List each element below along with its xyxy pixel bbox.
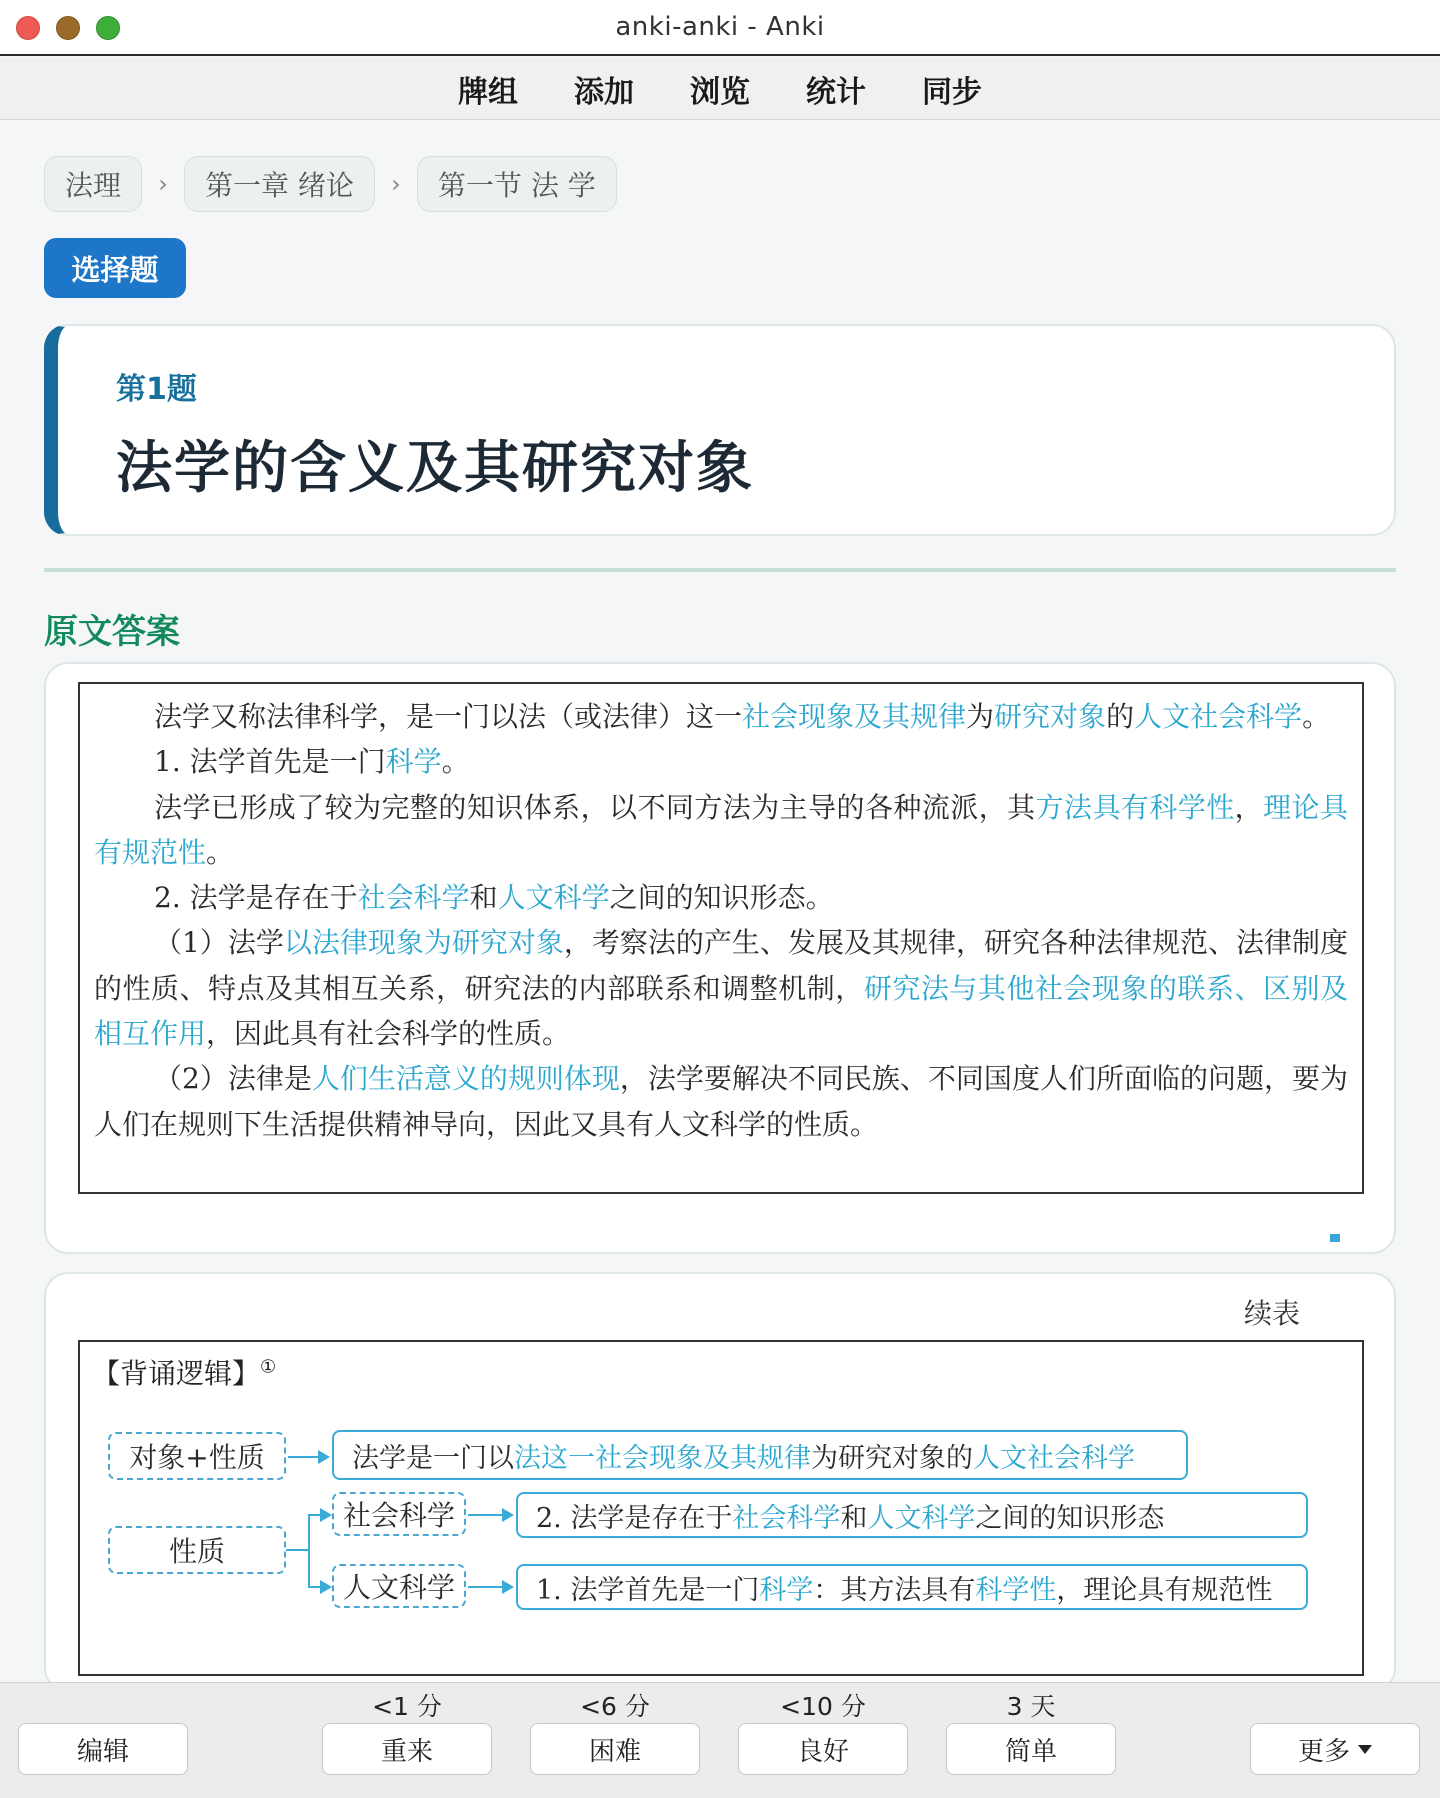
highlight-text: 以法律现象为研究对象 bbox=[283, 926, 564, 960]
highlight-text: 法这一社会现象及其规律 bbox=[514, 1442, 811, 1474]
text: ，理论具有规范性 bbox=[1056, 1574, 1273, 1606]
due-label-easy: 3 天 bbox=[1006, 1692, 1056, 1721]
window-title: anki-anki - Anki bbox=[615, 12, 825, 42]
highlight-text: 理论具有规范性 bbox=[94, 790, 1348, 869]
text: 为研究对象的 bbox=[811, 1442, 973, 1474]
chevron-right-icon: › bbox=[158, 170, 168, 198]
answer-paragraph bbox=[94, 1056, 1348, 1147]
arrow-right-icon bbox=[468, 1514, 512, 1516]
highlight-text: 人文科学 bbox=[867, 1502, 976, 1534]
arrow-right-icon bbox=[288, 1456, 328, 1458]
text: 2. 法学是存在于 bbox=[154, 881, 358, 915]
question-number: 第1题 bbox=[116, 372, 197, 407]
highlight-text: 社会科学 bbox=[732, 1502, 841, 1534]
text: 。 bbox=[1302, 700, 1331, 733]
text: 。 bbox=[206, 835, 235, 869]
highlight-text: 研究对象 bbox=[994, 700, 1107, 733]
arrow-right-icon bbox=[308, 1586, 330, 1588]
nav-browse[interactable]: 浏览 bbox=[690, 74, 750, 110]
answer-paragraph bbox=[94, 875, 1348, 920]
chevron-right-icon: › bbox=[391, 170, 401, 198]
node-object-nature: 对象+性质 bbox=[108, 1432, 286, 1480]
highlight-text: 社会科学 bbox=[357, 881, 470, 915]
breadcrumb bbox=[44, 156, 617, 212]
node-humanities: 人文科学 bbox=[332, 1564, 466, 1608]
question-title: 法学的含义及其研究对象 bbox=[116, 436, 754, 501]
connector-line bbox=[286, 1549, 308, 1551]
highlight-text: 科学 bbox=[759, 1574, 814, 1606]
text: 和 bbox=[469, 881, 498, 915]
more-button[interactable] bbox=[1250, 1723, 1420, 1775]
answer-paragraph bbox=[94, 785, 1348, 876]
continued-label: 续表 bbox=[1244, 1297, 1301, 1330]
answer-paragraph bbox=[94, 920, 1348, 1056]
main-toolbar bbox=[0, 58, 1440, 120]
text: （1）法学 bbox=[154, 926, 284, 960]
text: ，法学要解决不同民族、不同国度人们所面临的问题，要为人们在规则下生活提供精神导向，因此又具有人文科学的性质。 bbox=[94, 1062, 1348, 1141]
highlight-text: 人们生活意义的规则体现 bbox=[311, 1062, 620, 1096]
text: 2. 法学是存在于 bbox=[536, 1502, 733, 1534]
node-science bbox=[516, 1564, 1308, 1610]
answer-text-box bbox=[78, 682, 1364, 1194]
more-button-label: 更多 bbox=[1297, 1736, 1350, 1767]
text: 和 bbox=[840, 1502, 868, 1534]
logic-card bbox=[44, 1272, 1396, 1692]
text: 法学又称法律科学，是一门以法（或法律）这一 bbox=[154, 700, 743, 733]
text: ：其方法具有 bbox=[813, 1574, 976, 1606]
node-nature: 性质 bbox=[108, 1526, 286, 1574]
breadcrumb-item-subject[interactable]: 法理 bbox=[44, 156, 142, 212]
arrow-right-icon bbox=[308, 1514, 330, 1516]
breadcrumb-item-section[interactable]: 第一节 法 学 bbox=[417, 156, 617, 212]
footnote-mark: ① bbox=[260, 1356, 277, 1378]
text: ， bbox=[1234, 790, 1264, 824]
highlight-text: 科学 bbox=[385, 745, 442, 779]
highlight-text: 研究法与其他社会现象的联系、区别及相互作用 bbox=[94, 971, 1348, 1051]
logic-header bbox=[92, 1352, 276, 1392]
logic-diagram bbox=[78, 1340, 1364, 1676]
connector-line bbox=[308, 1514, 310, 1586]
text: ，因此具有社会科学的性质。 bbox=[206, 1017, 571, 1051]
text: 1. 法学首先是一门 bbox=[536, 1574, 760, 1606]
arrow-right-icon bbox=[468, 1586, 512, 1588]
answer-section-title: 原文答案 bbox=[44, 612, 180, 652]
due-label-again: <1 分 bbox=[372, 1692, 442, 1721]
text: 。 bbox=[441, 745, 470, 779]
easy-button[interactable]: 简单 bbox=[946, 1723, 1116, 1775]
window-titlebar bbox=[0, 0, 1440, 56]
highlight-text: 科学性 bbox=[975, 1574, 1057, 1606]
text: 1. 法学首先是一门 bbox=[154, 745, 386, 779]
question-card bbox=[44, 324, 1396, 536]
highlight-text: 社会现象及其规律 bbox=[742, 700, 967, 733]
divider bbox=[44, 568, 1396, 572]
scan-mark-icon bbox=[1330, 1234, 1340, 1242]
node-knowledge-form bbox=[516, 1492, 1308, 1538]
text: ，考察法的产生、发展及其规律，研究各种法律规范、法律制度的性质、特点及其相互关系，研究法的内部联系和调整机制， bbox=[94, 926, 1348, 1005]
text: 为 bbox=[966, 700, 995, 733]
text: 之间的知识形态 bbox=[975, 1502, 1165, 1534]
hard-button[interactable]: 困难 bbox=[530, 1723, 700, 1775]
highlight-text: 方法具有科学性 bbox=[1035, 790, 1235, 824]
breadcrumb-item-chapter[interactable]: 第一章 绪论 bbox=[184, 156, 375, 212]
due-label-hard: <6 分 bbox=[580, 1692, 650, 1721]
logic-header-text: 【背诵逻辑】 bbox=[92, 1357, 261, 1390]
answer-card bbox=[44, 662, 1396, 1254]
text: 法学是一门以 bbox=[352, 1442, 514, 1474]
again-button[interactable]: 重来 bbox=[322, 1723, 492, 1775]
caret-down-icon bbox=[1358, 1745, 1372, 1754]
good-button[interactable]: 良好 bbox=[738, 1723, 908, 1775]
text: 法学已形成了较为完整的知识体系，以不同方法为主导的各种流派，其 bbox=[154, 790, 1036, 824]
answer-paragraph bbox=[94, 739, 1348, 784]
highlight-text: 人文科学 bbox=[497, 881, 610, 915]
highlight-text: 人文社会科学 bbox=[1134, 700, 1303, 733]
text: 的 bbox=[1106, 700, 1135, 733]
text: 之间的知识形态。 bbox=[609, 881, 834, 915]
due-label-good: <10 分 bbox=[780, 1692, 866, 1721]
nav-add[interactable]: 添加 bbox=[574, 74, 634, 110]
review-bottom-bar bbox=[0, 1682, 1440, 1798]
highlight-text: 人文社会科学 bbox=[973, 1442, 1135, 1474]
nav-stats[interactable]: 统计 bbox=[806, 74, 866, 110]
answer-paragraph bbox=[94, 694, 1348, 739]
text: （2）法律是 bbox=[154, 1062, 312, 1096]
edit-button[interactable]: 编辑 bbox=[18, 1723, 188, 1775]
nav-decks[interactable]: 牌组 bbox=[458, 74, 518, 110]
node-social-science: 社会科学 bbox=[332, 1492, 466, 1536]
node-definition bbox=[332, 1430, 1188, 1480]
question-type-badge: 选择题 bbox=[44, 238, 186, 298]
nav-sync[interactable]: 同步 bbox=[922, 74, 982, 110]
